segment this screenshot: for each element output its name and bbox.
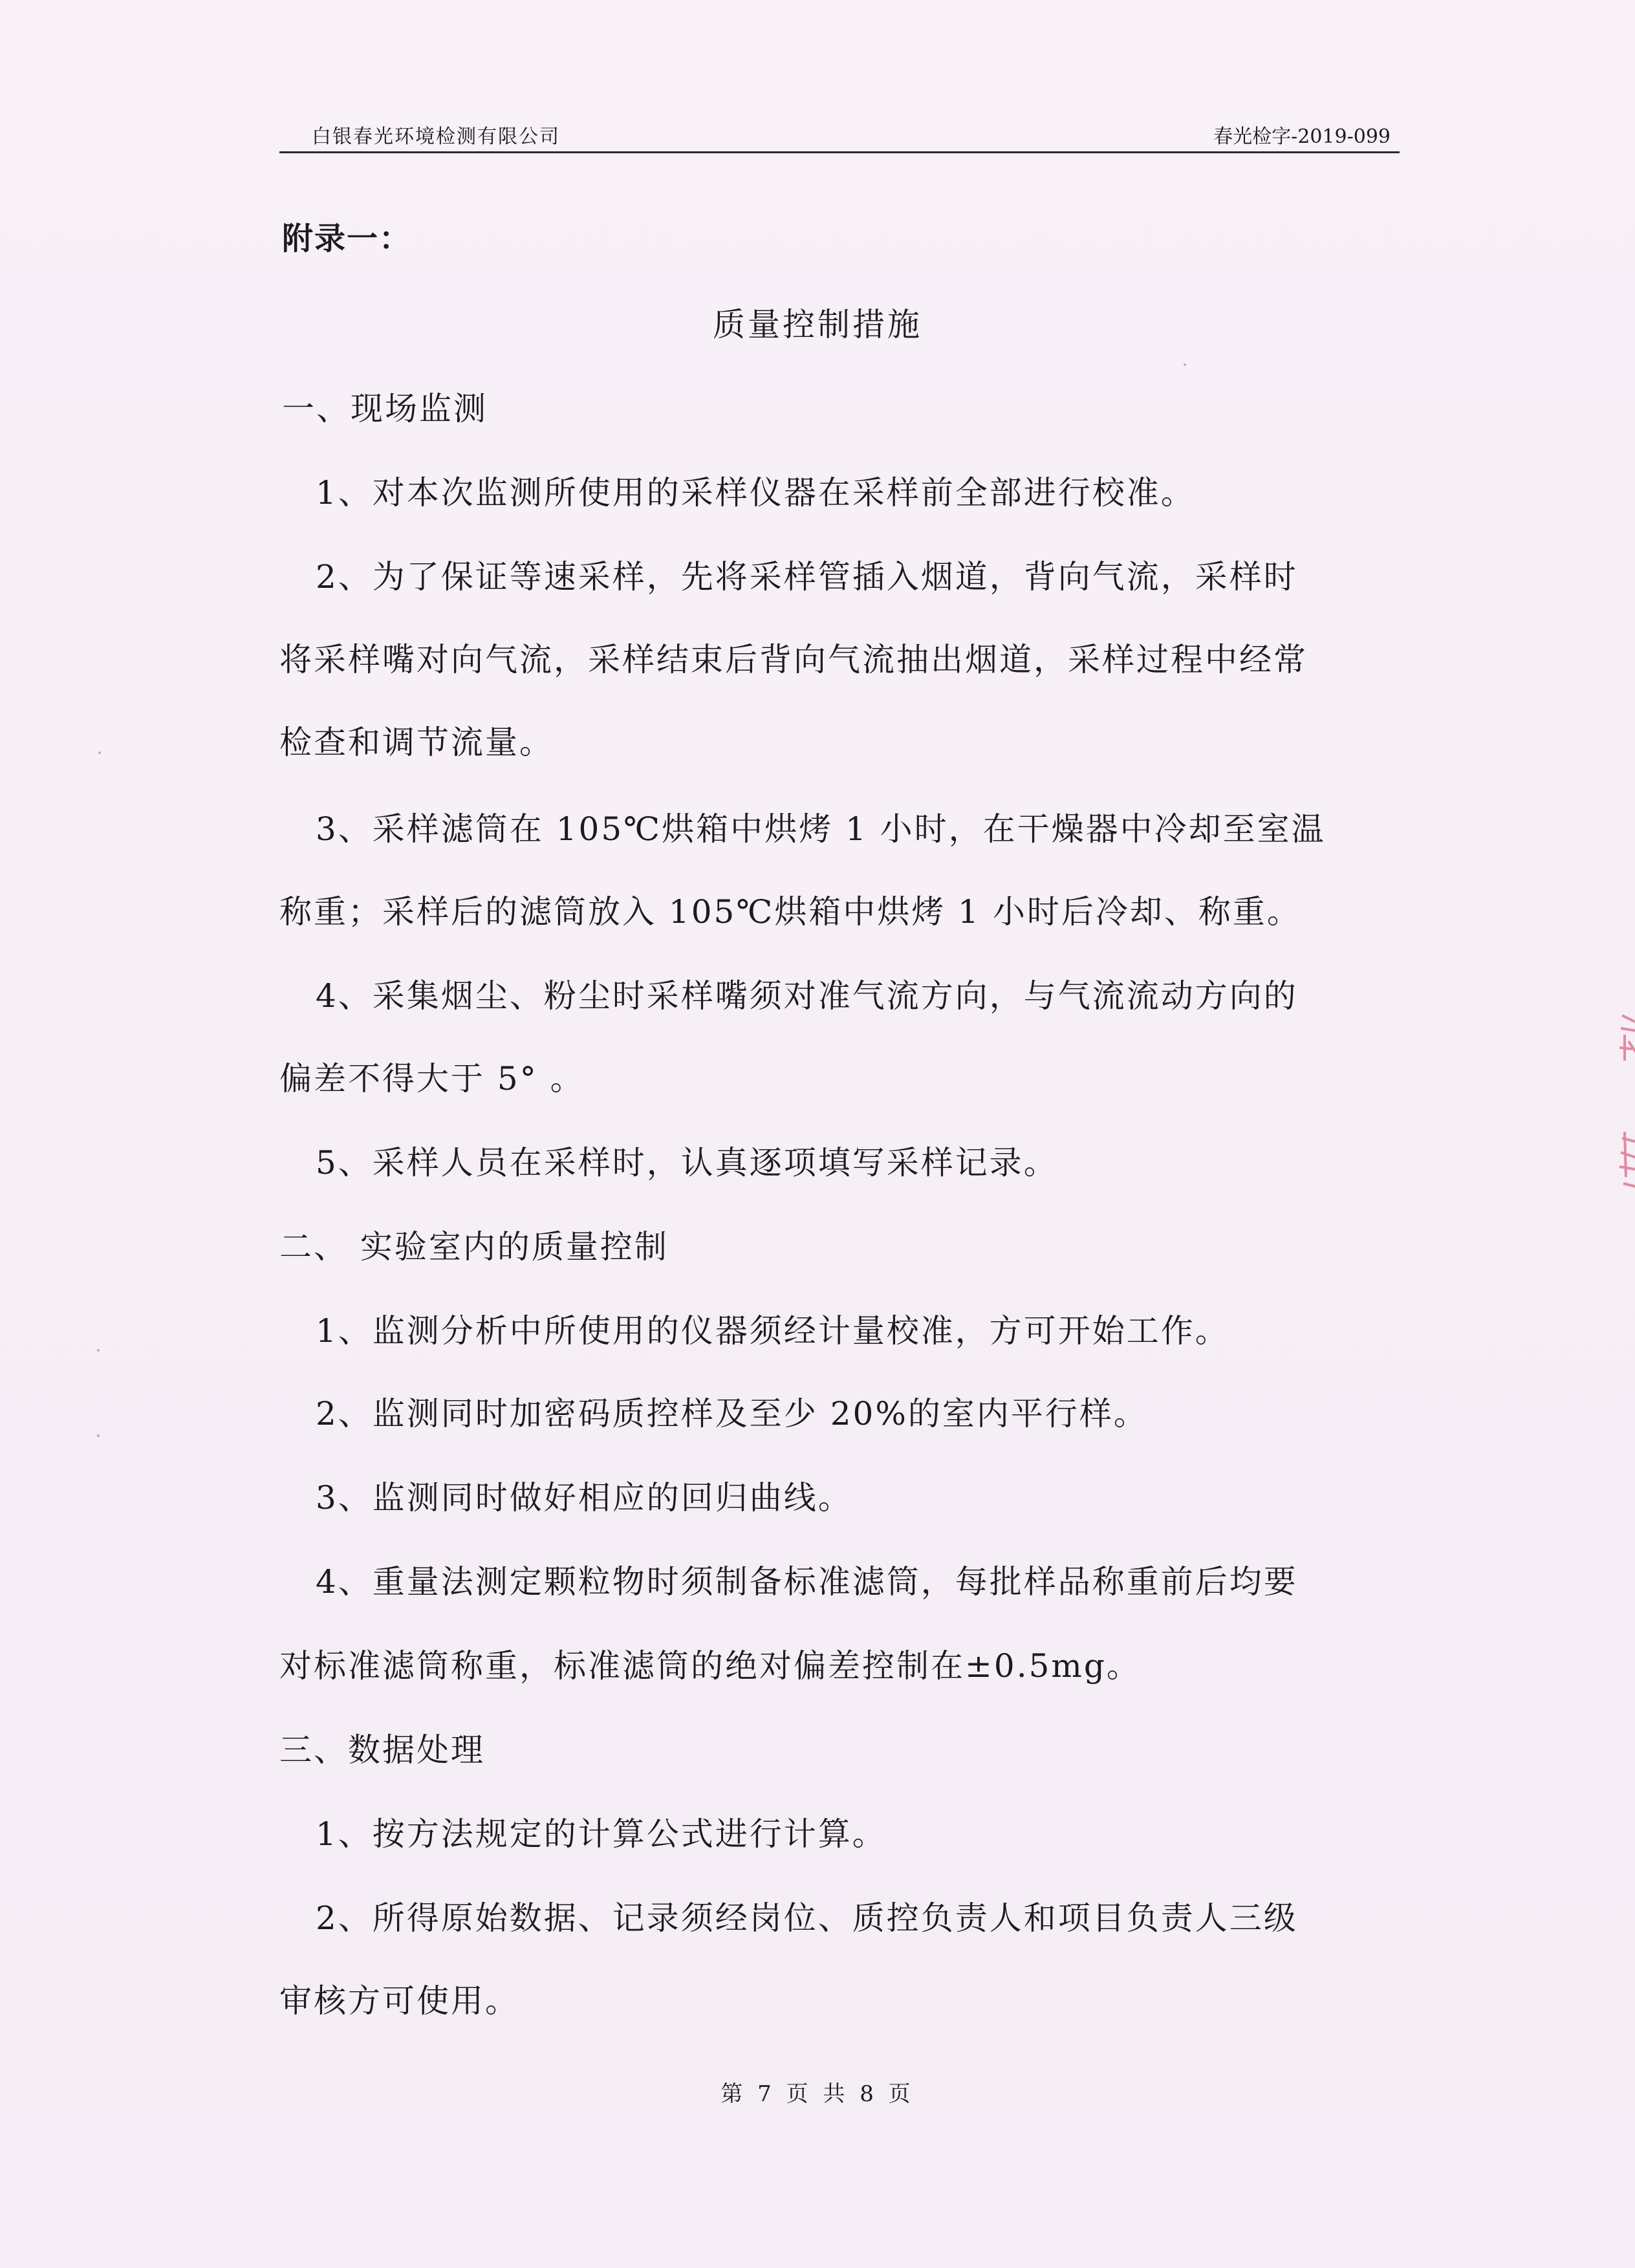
scan-speck bbox=[97, 1434, 100, 1437]
page-number: 第 7 页 共 8 页 bbox=[720, 2081, 915, 2107]
scan-speck bbox=[98, 751, 101, 754]
scan-speck bbox=[97, 1349, 100, 1352]
lab-item-4-line-1: 4、重量法测定颗粒物时须制备标准滤筒，每批样品称重前后均要 bbox=[316, 1563, 1298, 1601]
seal-stamp-icon bbox=[1603, 1009, 1635, 1242]
data-item-2-line-1: 2、所得原始数据、记录须经岗位、质控负责人和项目负责人三级 bbox=[316, 1899, 1298, 1937]
lab-item-3: 3、监测同时做好相应的回归曲线。 bbox=[316, 1479, 852, 1517]
scan-speck bbox=[1184, 363, 1186, 366]
field-item-3-line-1: 3、采样滤筒在 105℃烘箱中烘烤 1 小时，在干燥器中冷却至室温 bbox=[316, 810, 1326, 848]
field-item-1: 1、对本次监测所使用的采样仪器在采样前全部进行校准。 bbox=[316, 474, 1195, 512]
field-item-3-line-2: 称重；采样后的滤筒放入 105℃烘箱中烘烤 1 小时后冷却、称重。 bbox=[279, 893, 1301, 931]
section-heading-field: 一、现场监测 bbox=[282, 390, 488, 427]
company-name: 白银春光环境检测有限公司 bbox=[312, 125, 560, 148]
field-item-2-line-3: 检查和调节流量。 bbox=[279, 724, 554, 761]
data-item-1: 1、按方法规定的计算公式进行计算。 bbox=[316, 1815, 887, 1853]
appendix-label: 附录一： bbox=[282, 221, 412, 257]
page-header bbox=[279, 115, 1400, 153]
data-item-2-line-2: 审核方可使用。 bbox=[279, 1982, 519, 2020]
section-heading-data: 三、数据处理 bbox=[279, 1731, 485, 1769]
lab-item-4-line-2: 对标准滤筒称重，标准滤筒的绝对偏差控制在±0.5mg。 bbox=[279, 1647, 1141, 1685]
report-number: 春光检字-2019-099 bbox=[1213, 125, 1391, 148]
lab-item-1: 1、监测分析中所使用的仪器须经计量校准，方可开始工作。 bbox=[316, 1312, 1229, 1350]
field-item-5: 5、采样人员在采样时，认真逐项填写采样记录。 bbox=[316, 1144, 1058, 1182]
field-item-4-line-2: 偏差不得大于 5° 。 bbox=[279, 1060, 585, 1097]
section-heading-lab: 二、 实验室内的质量控制 bbox=[279, 1228, 669, 1266]
lab-item-2: 2、监测同时加密码质控样及至少 20%的室内平行样。 bbox=[316, 1395, 1148, 1432]
field-item-2-line-1: 2、为了保证等速采样，先将采样管插入烟道，背向气流，采样时 bbox=[316, 558, 1298, 596]
field-item-4-line-1: 4、采集烟尘、粉尘时采样嘴须对准气流方向，与气流流动方向的 bbox=[316, 977, 1298, 1015]
field-item-2-line-2: 将采样嘴对向气流，采样结束后背向气流抽出烟道，采样过程中经常 bbox=[279, 641, 1308, 678]
page-title: 质量控制措施 bbox=[713, 306, 922, 343]
